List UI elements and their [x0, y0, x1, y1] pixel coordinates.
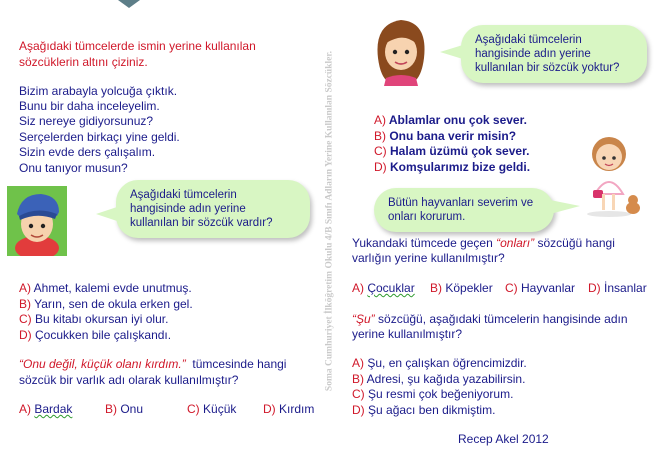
bubble-line: hangisinde adın yerine — [475, 48, 591, 60]
q2-option-d: D) Kırdım — [263, 402, 315, 416]
author-credit: Recep Akel 2012 — [458, 432, 549, 446]
question-right-2-line2: varlığın yerine kullanılmıştır? — [352, 251, 505, 265]
bubble-line: kullanılan bir sözcük vardır? — [130, 217, 273, 229]
sentence: Siz nereye gidiyorsunuz? — [19, 114, 154, 128]
q3-option-a: A) Şu, en çalışkan öğrencimizdir. — [352, 356, 527, 370]
q2r-option-b: B) Köpekler — [430, 281, 493, 295]
instruction-line-1: Aşağıdaki tümcelerde ismin yerine kullanılan — [19, 39, 256, 53]
girl-with-pet-illustration — [585, 134, 645, 218]
bubble-line: hangisinde adın yerine — [130, 203, 246, 215]
option-left-c: C) Bu kitabı okursan iyi olur. — [19, 312, 169, 326]
option-left-d: D) Çocukken bile çalışkandı. — [19, 328, 172, 342]
bubble-line: kullanılan bir sözcük yoktur? — [475, 62, 620, 74]
q2-option-b: B) Onu — [105, 402, 144, 416]
question-right-2: Yukandaki tümcede geçen “onları” sözcüğü hangi — [352, 236, 615, 250]
q3-option-d: D) Şu ağacı ben dikmiştim. — [352, 403, 496, 417]
speech-bubble — [461, 25, 647, 83]
option-right-a: A) Ablamlar onu çok sever. — [374, 113, 527, 127]
option-left-a: A) Ahmet, kalemi evde unutmuş. — [19, 281, 192, 295]
sentence: Serçelerden birkaçı yine geldi. — [19, 130, 180, 144]
question-right-3-line2: yerine kullanılmıştır? — [352, 327, 463, 341]
question-left-2: “Onu değil, küçük olanı kırdım.” tümcesinde hangi — [19, 357, 287, 371]
option-right-c: C) Halam üzümü çok sever. — [374, 144, 530, 158]
q3-option-b: B) Adresi, şu kağıda yazabilirsin. — [352, 372, 526, 386]
decorative-shape — [118, 0, 140, 8]
sentence: Bunu bir daha inceleyelim. — [19, 99, 160, 113]
q2-option-a: A) Bardak — [19, 402, 73, 416]
vertical-caption: Soma Cumhuriyet İlköğretim Okulu 4/B Sınıfı Adların Yerine Kullanılan Sözcükler. — [324, 50, 335, 391]
sentence: Onu tanıyor musun? — [19, 161, 128, 175]
question-left-2-line2: sözcük bir varlık adı olarak kullanılmıştır? — [19, 373, 239, 387]
option-left-b: B) Yarın, sen de okula erken gel. — [19, 297, 193, 311]
q2r-option-a: A) Çocuklar — [352, 281, 415, 295]
speech-bubble — [374, 188, 554, 232]
sentence: Bizim arabayla yolcuğa çıktık. — [19, 84, 178, 98]
q2r-option-c: C) Hayvanlar — [505, 281, 576, 295]
bubble-tail — [550, 200, 580, 214]
bubble-line: onları korurum. — [388, 211, 466, 223]
option-right-d: D) Komşularımız bize geldi. — [374, 160, 531, 174]
option-right-b: B) Onu bana verir misin? — [374, 129, 517, 143]
boy-illustration — [7, 186, 67, 256]
bubble-tail — [440, 44, 466, 60]
instruction-line-2: sözcüklerin altını çiziniz. — [19, 55, 148, 69]
q3-option-c: C) Şu resmi çok beğeniyorum. — [352, 387, 514, 401]
bubble-line: Aşağıdaki tümcelerin — [475, 34, 582, 46]
bubble-line: Bütün hayvanları severim ve — [388, 197, 534, 209]
sentence: Sizin evde ders çalışalım. — [19, 145, 156, 159]
speech-bubble — [116, 180, 310, 238]
bubble-line: Aşağıdaki tümcelerin — [130, 189, 237, 201]
q2-option-c: C) Küçük — [187, 402, 237, 416]
question-right-3: “Şu” sözcüğü, aşağıdaki tümcelerin hangisinde adın — [352, 312, 628, 326]
q2r-option-d: D) İnsanlar — [588, 281, 647, 295]
girl-illustration — [372, 14, 430, 86]
bubble-tail — [96, 206, 120, 222]
